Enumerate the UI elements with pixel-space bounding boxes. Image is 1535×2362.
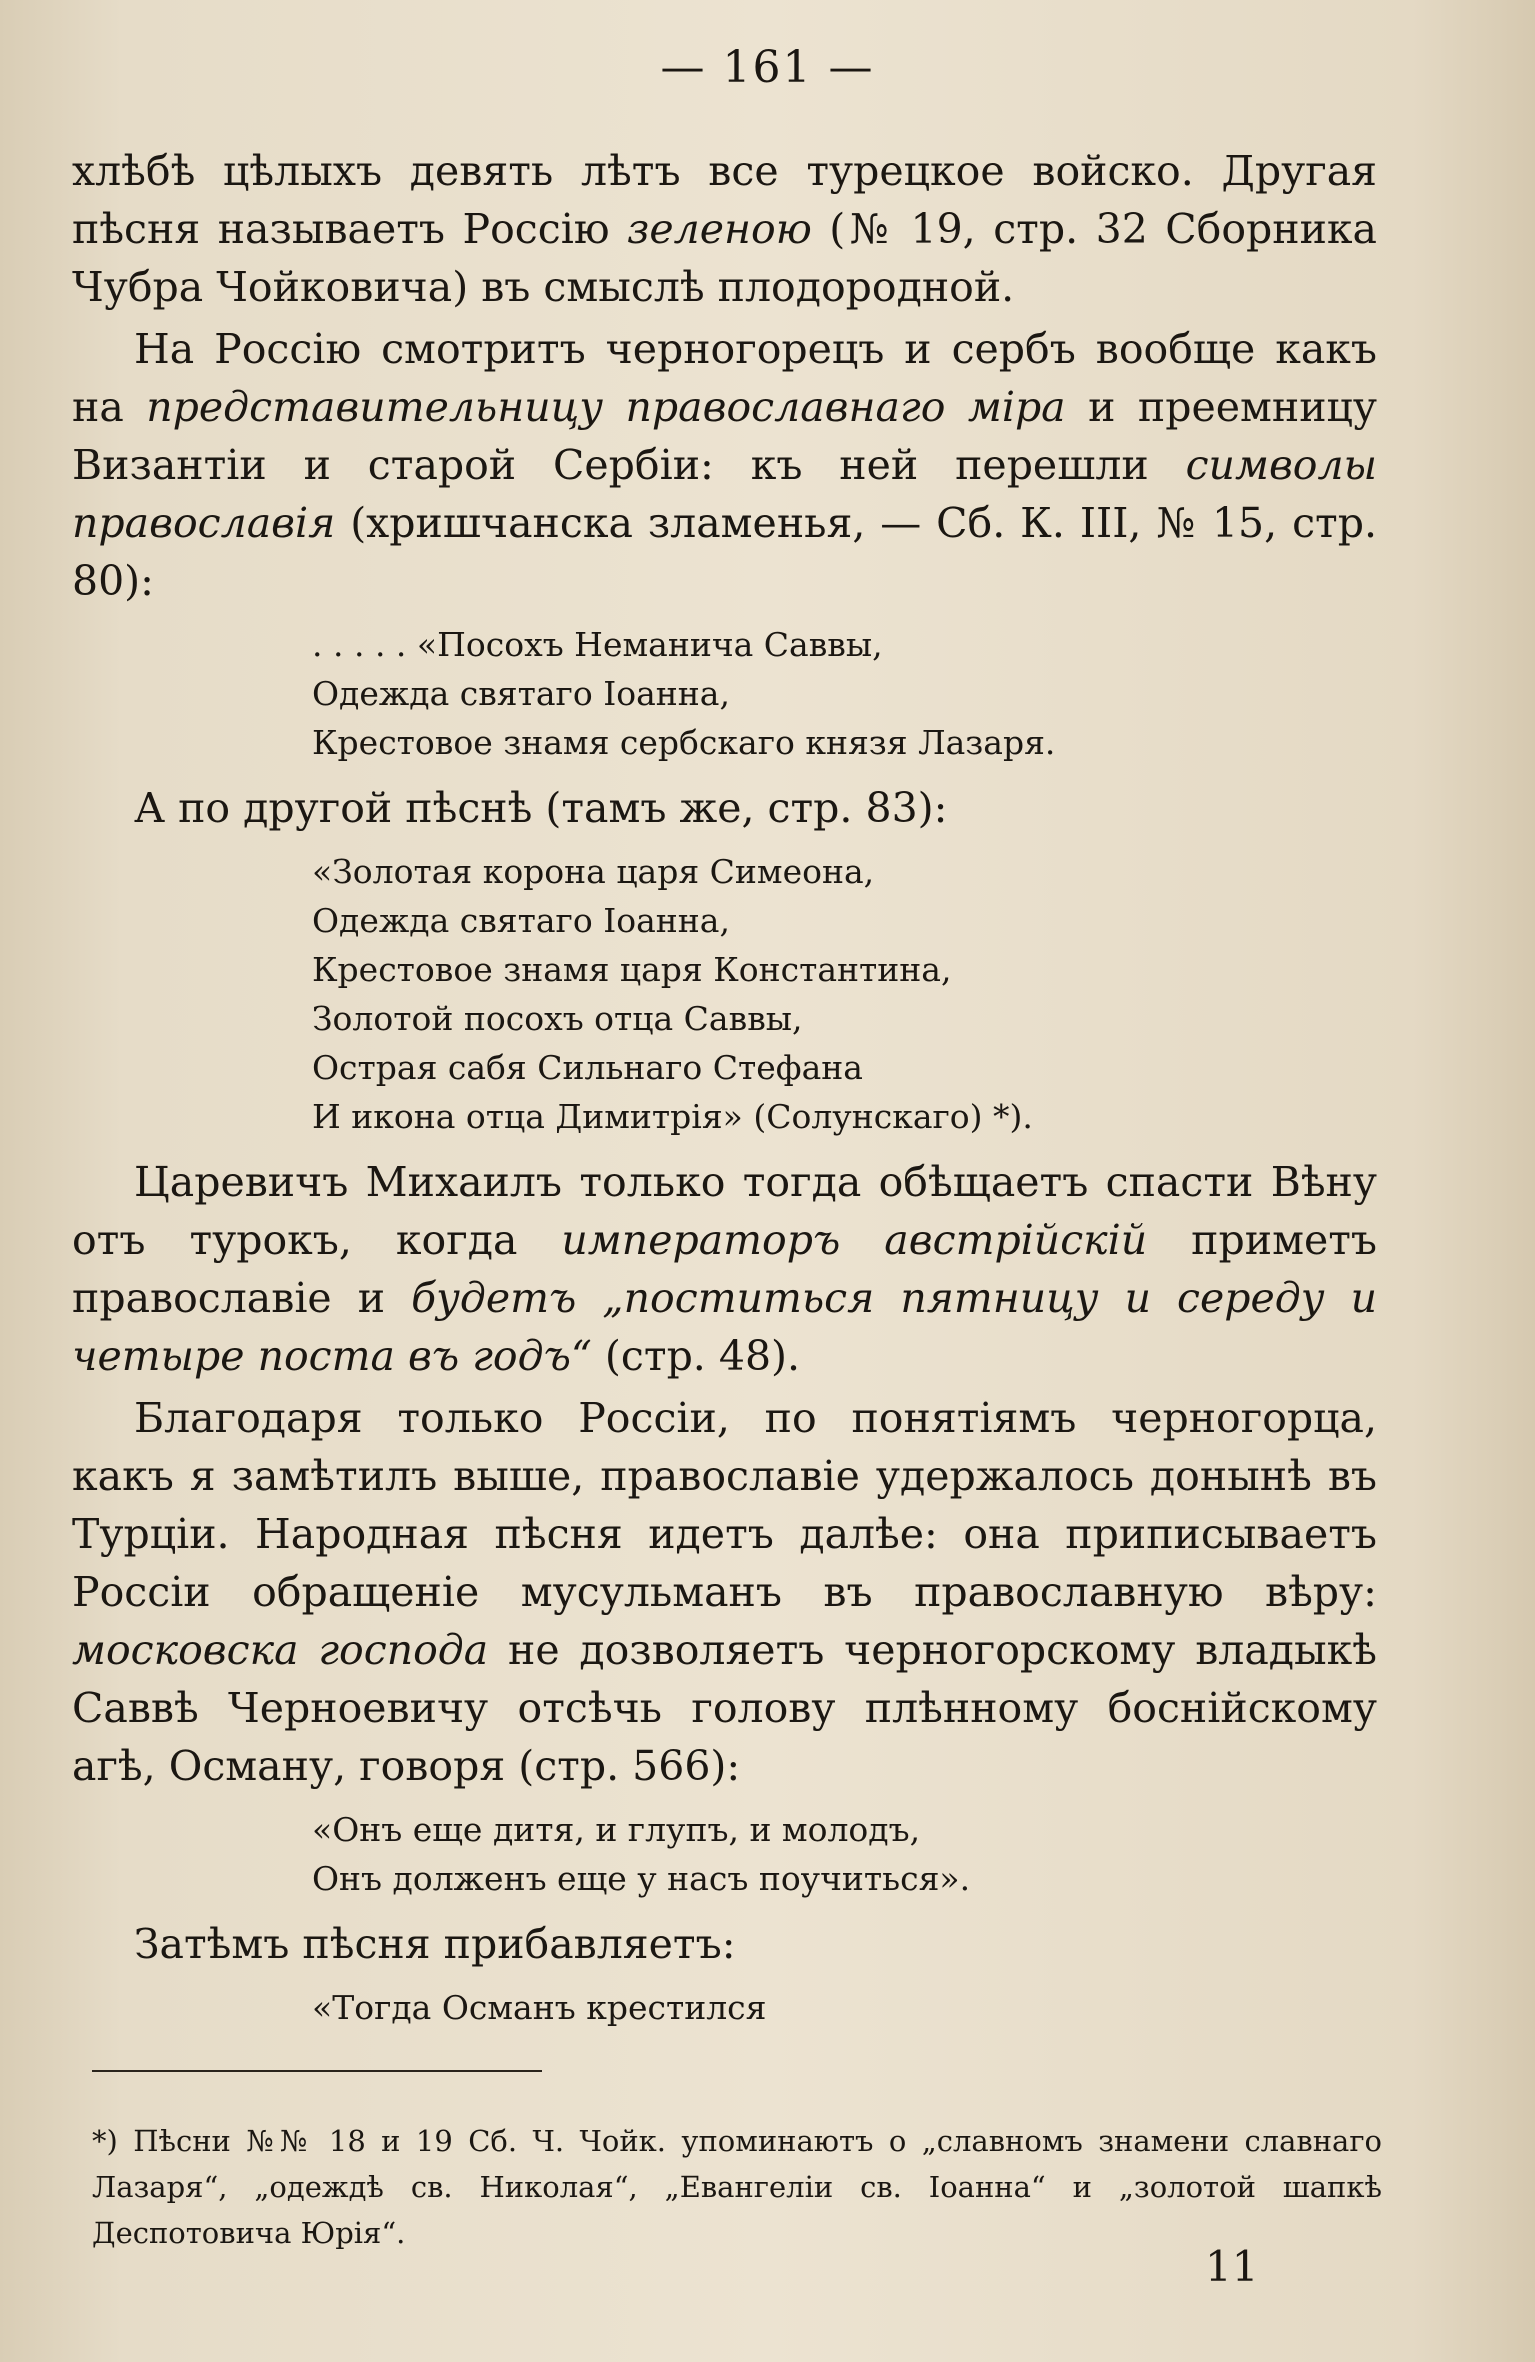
p2-text-c: и преемницу Византіи и старой Сербіи: къ ней перешли (72, 383, 1378, 489)
p4-text-c: приметъ православіе и (72, 1216, 1377, 1322)
page-body (72, 142, 1377, 2044)
verse-line: И икона отца Димитрія» (Солунскаго) *). (312, 1097, 1033, 1136)
verse-line: Одежда святаго Іоанна, (312, 674, 730, 713)
p4-text-a: Царевичъ Михаилъ только тогда обѣщаетъ спасти Вѣну отъ турокъ, когда (72, 1158, 1377, 1264)
p4-text-e: (стр. 48). (591, 1332, 801, 1380)
verse-4 (312, 1983, 1377, 2032)
verse-1 (312, 620, 1377, 767)
verse-line: Острая сабя Сильнаго Стефана (312, 1048, 863, 1087)
p4-italic-b: императоръ австрійскій (561, 1216, 1148, 1264)
verse-line: «Золотая корона царя Симеона, (312, 852, 875, 891)
verse-line: Крестовое знамя царя Константина, (312, 950, 952, 989)
paragraph-2 (72, 320, 1377, 610)
verse-line: . . . . . «Посохъ Неманича Саввы, (312, 625, 883, 664)
verse-line: Крестовое знамя сербскаго князя Лазаря. (312, 723, 1056, 762)
verse-line: «Тогда Османъ крестился (312, 1988, 767, 2027)
p1-text: хлѣбѣ цѣлыхъ девять лѣтъ все турецкое войско. Другая пѣсня называетъ Россію зеленою (№ 19, стр. 32 Сборника Чубра Чойковича) въ смыслѣ плодородной. (72, 147, 1377, 311)
paragraph-4 (72, 1153, 1377, 1385)
p5-text-c: не дозволяетъ черногорскому владыкѣ Саввѣ Черноевичу отсѣчь голову плѣнному боснійскому агѣ, Осману, говоря (стр. 566): (72, 1626, 1377, 1790)
p2-italic-b: представительницу православнаго міра (146, 383, 1066, 431)
p5-text-a: Благодаря только Россіи, по понятіямъ черногорца, какъ я замѣтилъ выше, православіе удержалось донынѣ въ Турціи. Народная пѣсня идетъ далѣе: она приписываетъ Россіи обращеніе мусульманъ въ православную вѣру: (72, 1394, 1377, 1616)
paragraph-3: А по другой пѣснѣ (тамъ же, стр. 83): (134, 784, 948, 832)
footnote: *) Пѣсни №№ 18 и 19 Сб. Ч. Чойк. упоминаютъ о „славномъ знамени славнаго Лазаря“, „одеждѣ св. Николая“, „Евангеліи св. Іоанна“ и „золотой шапкѣ Деспотовича Юрія“. (92, 2124, 1382, 2250)
page-number: — 161 — (660, 42, 875, 93)
p5-italic-b: московска господа (72, 1626, 489, 1674)
signature-mark: 11 (1205, 2242, 1259, 2291)
verse-line: «Онъ еще дитя, и глупъ, и молодъ, (312, 1810, 921, 1849)
footnote-rule (92, 2070, 542, 2072)
p2-italic-d: символы православія (72, 441, 1377, 547)
paragraph-1 (72, 142, 1377, 316)
verse-line: Онъ долженъ еще у насъ поучиться». (312, 1859, 971, 1898)
p2-text-e: (хришчанска зламенья, — Сб. К. III, № 15, стр. 80): (72, 499, 1377, 605)
verse-line: Одежда святаго Іоанна, (312, 901, 730, 940)
verse-3 (312, 1805, 1377, 1903)
p4-italic-d: будетъ „поститься пятницу и середу и четыре поста въ годъ“ (72, 1274, 1378, 1380)
paragraph-6: Затѣмъ пѣсня прибавляетъ: (134, 1920, 736, 1968)
p2-text-a: На Россію смотритъ черногорецъ и сербъ вообще какъ на (72, 325, 1377, 431)
p1-italic: зеленою (627, 205, 812, 253)
paragraph-5 (72, 1389, 1377, 1795)
verse-2 (312, 847, 1377, 1141)
verse-line: Золотой посохъ отца Саввы, (312, 999, 803, 1038)
